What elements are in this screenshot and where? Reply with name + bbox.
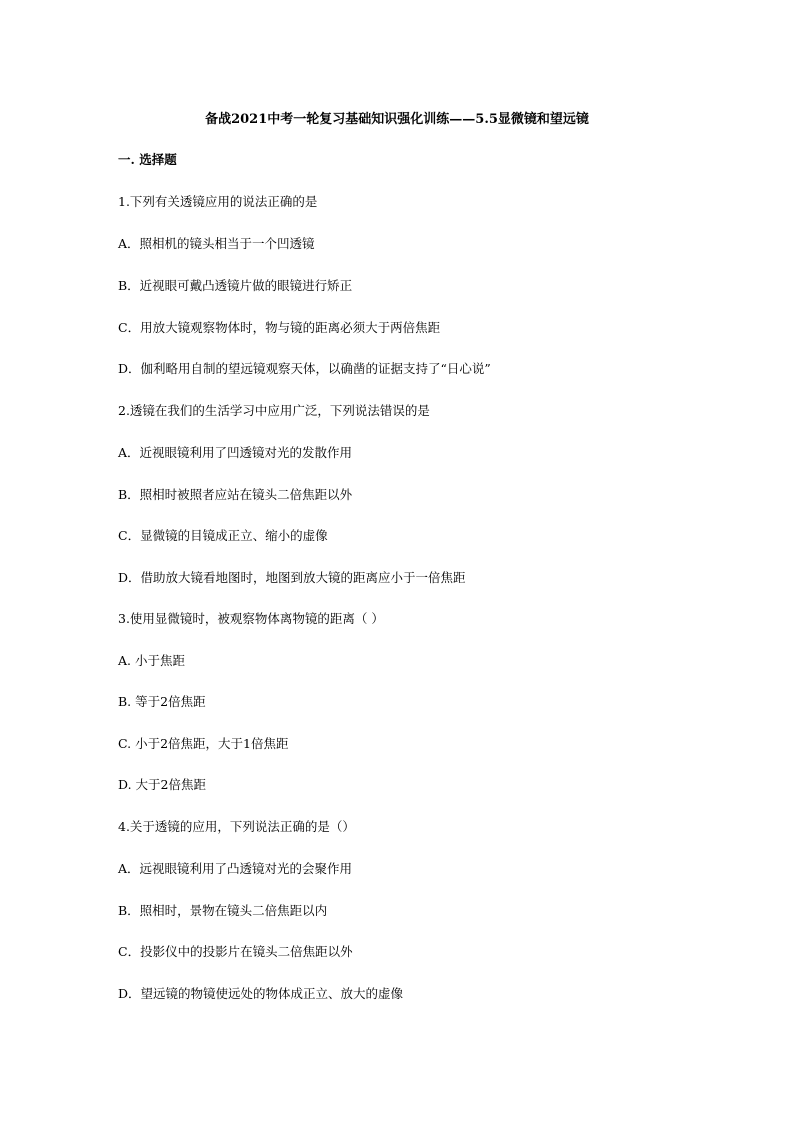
question-2-option-b: B．照相时被照者应站在镜头二倍焦距以外 [118, 487, 353, 502]
question-1-stem: 1.下列有关透镜应用的说法正确的是 [118, 194, 318, 209]
question-4-option-b: B．照相时，景物在镜头二倍焦距以内 [118, 903, 328, 918]
question-3-option-c: C. 小于2倍焦距，大于1倍焦距 [118, 736, 289, 751]
question-4-option-a: A．远视眼镜利用了凸透镜对光的会聚作用 [118, 861, 353, 876]
question-3-option-d: D. 大于2倍焦距 [118, 777, 206, 792]
question-3-stem: 3.使用显微镜时，被观察物体离物镜的距离（ ） [118, 611, 384, 626]
question-4-option-d: D．望远镜的物镜使远处的物体成正立、放大的虚像 [118, 986, 404, 1001]
question-3-option-a: A. 小于焦距 [118, 653, 185, 668]
question-1-option-a: A．照相机的镜头相当于一个凹透镜 [118, 236, 315, 251]
question-1-option-d: D．伽利略用自制的望远镜观察天体，以确凿的证据支持了“日心说” [118, 361, 491, 376]
question-2-stem: 2.透镜在我们的生活学习中应用广泛，下列说法错误的是 [118, 403, 430, 418]
question-1-option-b: B．近视眼可戴凸透镜片做的眼镜进行矫正 [118, 278, 353, 293]
question-4-stem: 4.关于透镜的应用，下列说法正确的是（） [118, 819, 355, 834]
section-heading: 一. 选择题 [118, 152, 177, 167]
question-2-option-c: C．显微镜的目镜成正立、缩小的虚像 [118, 528, 328, 543]
document-title: 备战2021中考一轮复习基础知识强化训练——5.5显微镜和望远镜 [205, 112, 589, 127]
question-2-option-a: A．近视眼镜利用了凹透镜对光的发散作用 [118, 445, 353, 460]
question-1-option-c: C．用放大镜观察物体时，物与镜的距离必须大于两倍焦距 [118, 320, 441, 335]
question-3-option-b: B. 等于2倍焦距 [118, 694, 206, 709]
question-4-option-c: C．投影仪中的投影片在镜头二倍焦距以外 [118, 944, 353, 959]
question-2-option-d: D．借助放大镜看地图时，地图到放大镜的距离应小于一倍焦距 [118, 570, 466, 585]
